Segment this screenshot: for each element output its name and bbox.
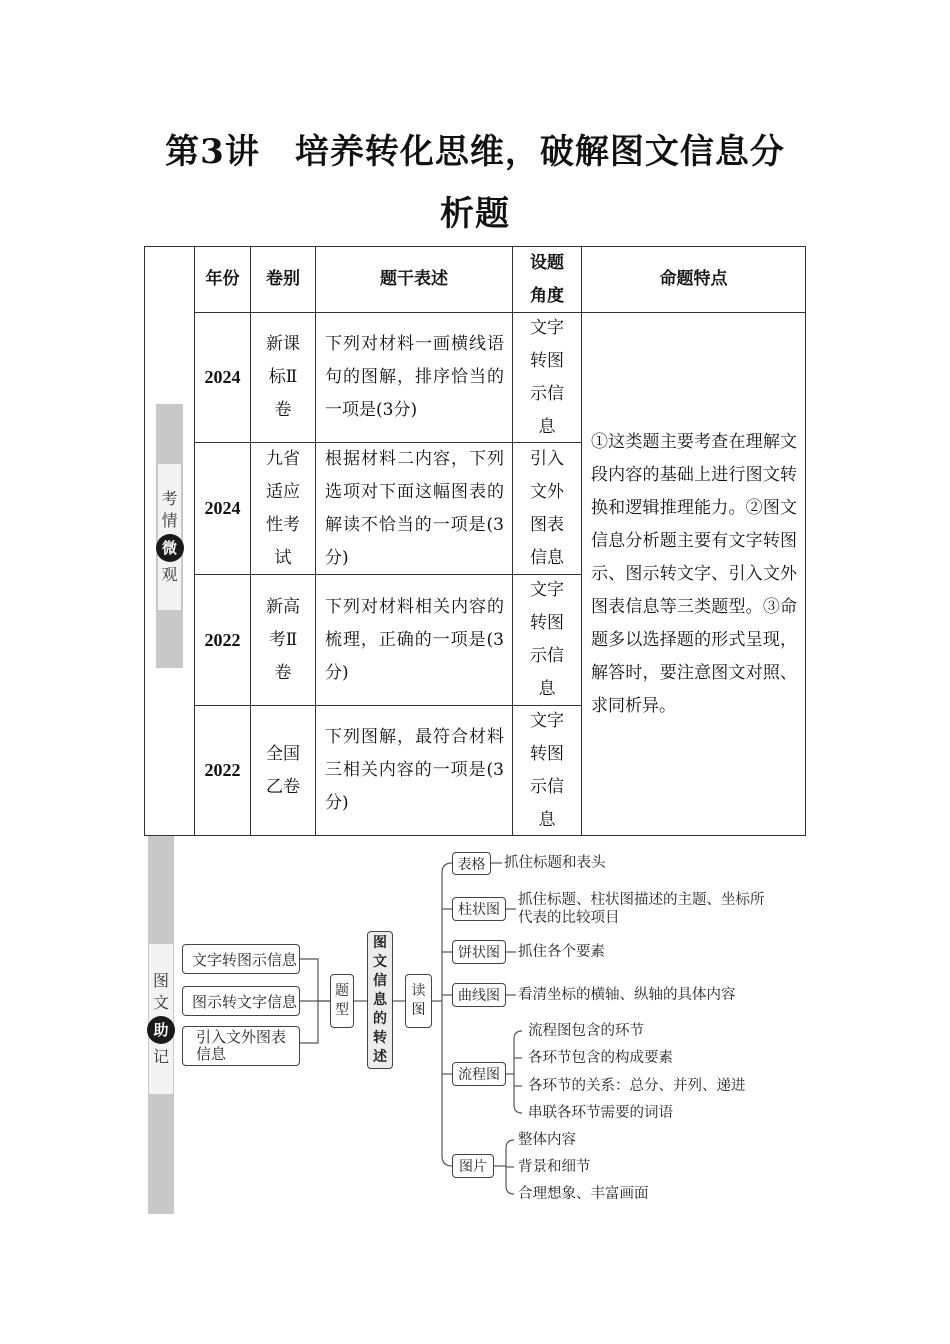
tip-picture-1: 整体内容 [518, 1132, 576, 1148]
header-angle: 设题角度 [530, 252, 564, 306]
row2-paper: 九省适应性考试 [266, 448, 300, 568]
row1-year: 2024 [204, 367, 241, 387]
tip-picture-3: 合理想象、丰富画面 [518, 1186, 649, 1202]
sidebar-char: 观 [161, 565, 178, 584]
type-diagram-to-text: 图示转文字信息 [182, 986, 300, 1016]
tip-pie-chart: 抓住各个要素 [518, 944, 605, 960]
row1-stem: 下列对材料一画横线语句的图解，排序恰当的一项是(3分) [325, 334, 504, 420]
header-year: 年份 [205, 269, 240, 289]
branch-bar-chart: 柱状图 [452, 897, 506, 921]
center-node: 图文信息的转述 [367, 931, 393, 1069]
sidebar-seal: 微 [156, 534, 184, 562]
read-label: 读图 [405, 974, 432, 1028]
header-feature: 命题特点 [659, 269, 728, 289]
sidebar-char: 图 [152, 971, 169, 990]
tip-line-chart: 看清坐标的横轴、纵轴的具体内容 [518, 987, 736, 1003]
header-paper: 卷别 [266, 269, 300, 289]
row2-angle: 引入文外图表信息 [530, 448, 564, 568]
tip-table: 抓住标题和表头 [504, 855, 606, 871]
tip-flow-1: 流程图包含的环节 [528, 1023, 644, 1039]
type-text-to-diagram: 文字转图示信息 [182, 944, 300, 974]
row4-paper: 全国乙卷 [266, 743, 300, 797]
tip-flow-2: 各环节包含的构成要素 [528, 1050, 673, 1066]
row4-stem: 下列图解，最符合材料三相关内容的一项是(3分) [325, 727, 504, 813]
branch-table: 表格 [452, 852, 491, 875]
tip-bar-chart: 抓住标题、柱状图描述的主题、坐标所代表的比较项目 [518, 892, 765, 926]
row3-year: 2022 [204, 629, 241, 650]
tip-flow-3: 各环节的关系：总分、并列、递进 [528, 1078, 746, 1094]
row4-year: 2022 [204, 760, 241, 780]
sidebar-seal: 助 [147, 1016, 175, 1044]
row3-paper: 新高考Ⅱ卷 [266, 596, 300, 683]
row1-angle: 文字转图示信息 [530, 317, 564, 437]
branch-flow-chart: 流程图 [452, 1062, 506, 1086]
sidebar-char: 考 [161, 489, 178, 508]
row1-paper: 新课标Ⅱ卷 [266, 334, 300, 420]
tip-flow-4: 串联各环节需要的词语 [528, 1105, 673, 1121]
page-title-line2: 析题 [440, 194, 510, 234]
row2-stem: 根据材料二内容，下列选项对下面这幅图表的解读不恰当的一项是(3分) [325, 448, 504, 568]
page-title-line1: 第3讲 培养转化思维，破解图文信息分 [165, 132, 785, 172]
branch-pie-chart: 饼状图 [452, 940, 506, 964]
tip-picture-2: 背景和细节 [518, 1159, 591, 1175]
feature-text: ①这类题主要考查在理解文段内容的基础上进行图文转换和逻辑推理能力。②图文信息分析题主要有文字转图示、图示转文字、引入文外图表信息等三类题型。③命题多以选择题的形式呈现，解答时，要注意图文对照、求同析异。 [591, 431, 797, 716]
type-external-chart: 引入文外图表信息 [182, 1026, 300, 1066]
type-label: 题型 [330, 974, 354, 1028]
branch-line-chart: 曲线图 [452, 983, 506, 1007]
row2-year: 2024 [204, 498, 241, 518]
branch-picture: 图片 [452, 1154, 494, 1178]
sidebar-char: 记 [152, 1047, 169, 1066]
row4-angle: 文字转图示信息 [530, 710, 564, 830]
header-stem: 题干表述 [380, 269, 448, 289]
row3-angle: 文字转图示信息 [530, 580, 564, 699]
row3-stem: 下列对材料相关内容的梳理，正确的一项是(3分) [325, 596, 504, 683]
sidebar-char: 情 [161, 511, 178, 530]
sidebar-char: 文 [152, 993, 169, 1012]
